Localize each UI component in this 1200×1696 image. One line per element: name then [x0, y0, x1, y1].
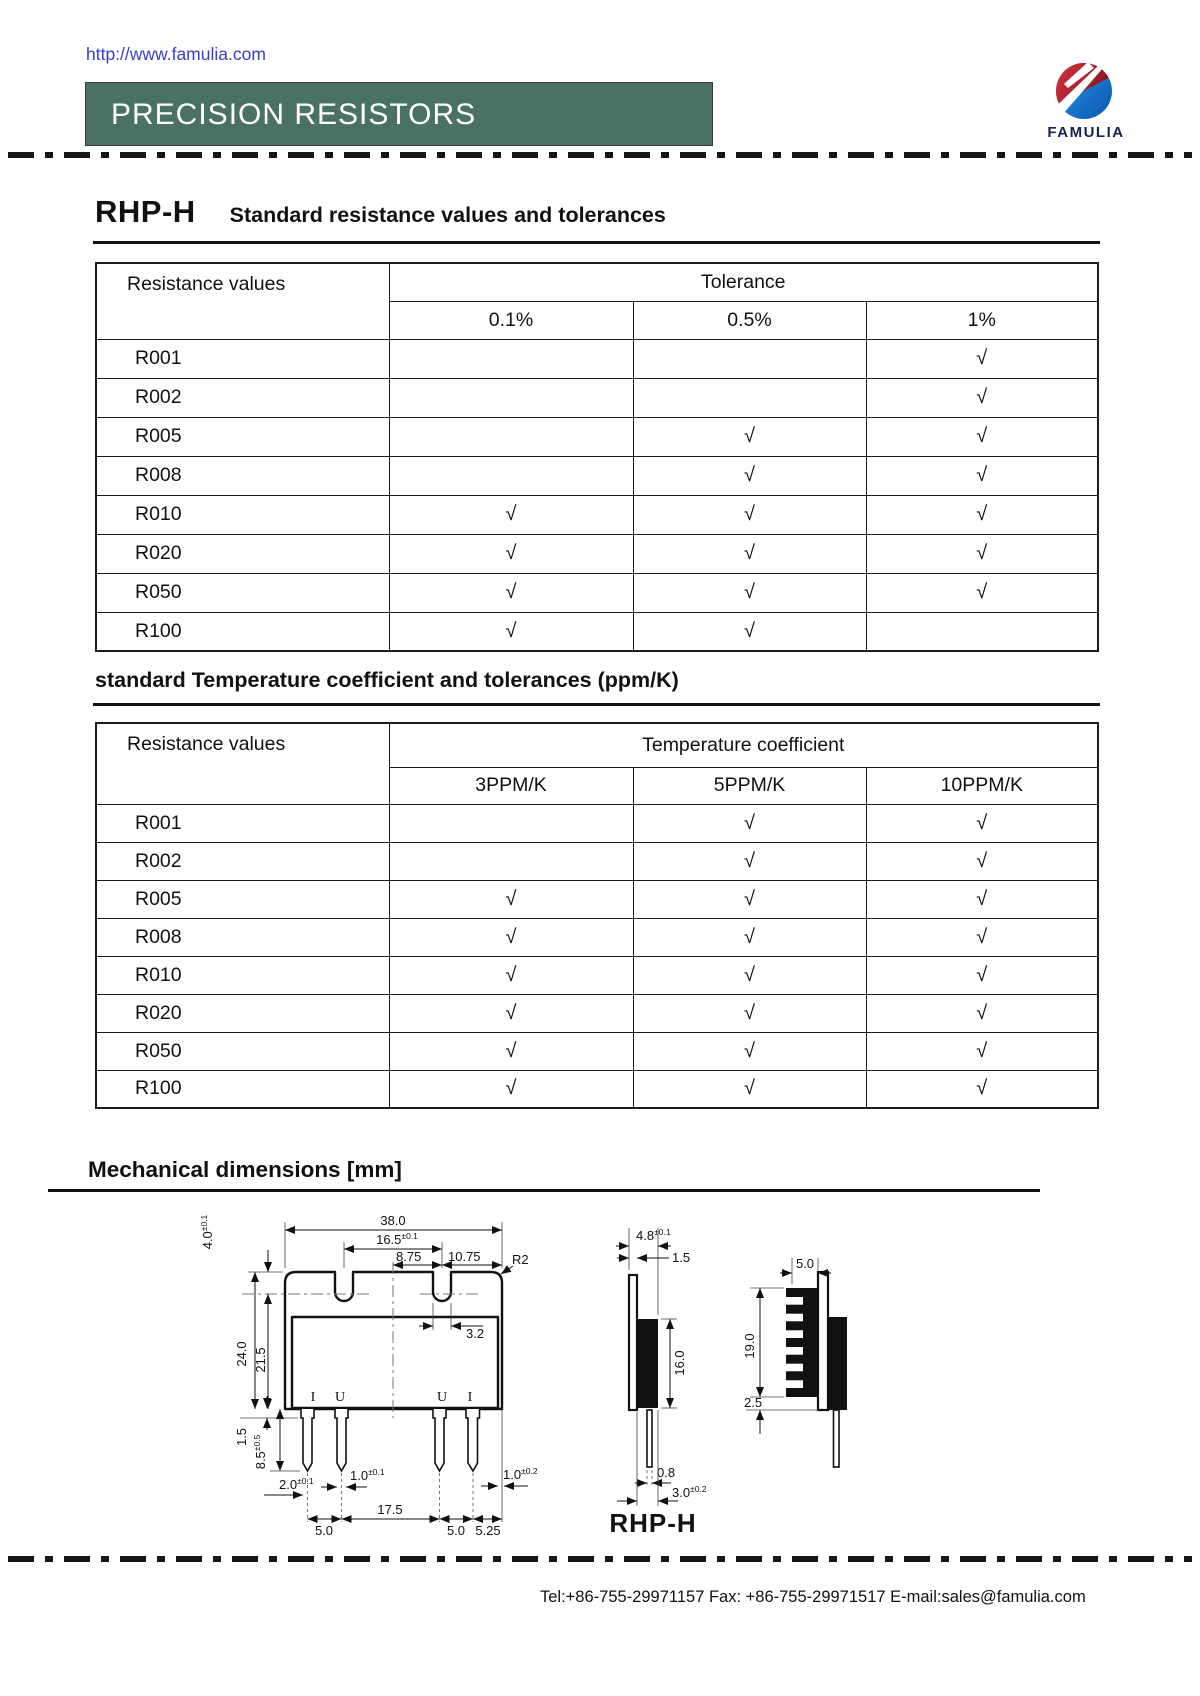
- model-name: RHP-H: [95, 194, 196, 229]
- table-row: [96, 534, 1098, 573]
- resistance-value-cell: R020: [96, 534, 389, 573]
- table-row: [96, 880, 1098, 918]
- resistance-value-cell: R005: [96, 880, 389, 918]
- table-row: [96, 994, 1098, 1032]
- dim-fin-height: 19.0: [742, 1333, 757, 1359]
- check-mark-cell: √: [633, 804, 866, 842]
- famulia-logo-icon: [1036, 58, 1136, 124]
- resistance-value-cell: R008: [96, 456, 389, 495]
- dim-width: 38.0: [380, 1213, 406, 1228]
- resistance-value-cell: R010: [96, 956, 389, 994]
- check-mark-cell: √: [389, 918, 633, 956]
- dim-base: 2.5: [744, 1395, 763, 1410]
- check-mark-cell: √: [389, 956, 633, 994]
- website-link[interactable]: http://www.famulia.com: [86, 44, 266, 64]
- front-view: [199, 1213, 538, 1538]
- table-row: [96, 804, 1098, 842]
- resistance-value-cell: R008: [96, 918, 389, 956]
- col-header-0.1pct: 0.1%: [389, 301, 633, 339]
- check-mark-cell: √: [389, 1070, 633, 1108]
- check-mark-cell: √: [866, 1070, 1098, 1108]
- resistance-value-cell: R005: [96, 417, 389, 456]
- check-mark-cell: √: [633, 918, 866, 956]
- check-mark-cell: √: [633, 956, 866, 994]
- check-mark-cell: √: [866, 417, 1098, 456]
- group-header-tolerance: Tolerance: [389, 263, 1098, 301]
- check-mark-cell: √: [866, 573, 1098, 612]
- side-view: [609, 1227, 707, 1538]
- check-mark-cell: √: [633, 1070, 866, 1108]
- section2-rule: [93, 703, 1100, 706]
- check-mark-cell: √: [633, 880, 866, 918]
- table-row: [96, 495, 1098, 534]
- empty-cell: [389, 456, 633, 495]
- divider-dash-top: [8, 152, 1192, 158]
- pin-label: I: [310, 1390, 316, 1405]
- pin-label: I: [467, 1390, 473, 1405]
- table-row: [96, 573, 1098, 612]
- check-mark-cell: √: [389, 534, 633, 573]
- check-mark-cell: √: [866, 495, 1098, 534]
- dim-pitch-right: 5.0: [446, 1523, 466, 1538]
- empty-cell: [633, 339, 866, 378]
- col-header-resistance-values: Resistance values: [96, 723, 389, 804]
- divider-dash-bottom: [8, 1556, 1192, 1562]
- page-banner: PRECISION RESISTORS: [85, 82, 713, 146]
- dim-inner-height: 21.5: [253, 1347, 268, 1373]
- check-mark-cell: √: [633, 417, 866, 456]
- check-mark-cell: √: [633, 573, 866, 612]
- dim-shoulder: 1.5: [234, 1427, 249, 1447]
- section1-title: [95, 194, 666, 230]
- group-header-temperature-coefficient: Temperature coefficient: [389, 723, 1098, 767]
- drawing-caption: RHP-H: [609, 1508, 697, 1538]
- pin-label: U: [334, 1390, 346, 1405]
- col-header-10ppm: 10PPM/K: [866, 767, 1098, 804]
- empty-cell: [389, 804, 633, 842]
- table-header-row: [96, 263, 1098, 301]
- resistance-value-cell: R050: [96, 1032, 389, 1070]
- check-mark-cell: √: [866, 378, 1098, 417]
- table-row: [96, 1070, 1098, 1108]
- empty-cell: [866, 612, 1098, 651]
- dim-center-right: 8.75: [396, 1249, 422, 1264]
- dim-lead-width-2: $1.0^{\pm 0.2}$: [503, 1466, 538, 1482]
- check-mark-cell: √: [633, 994, 866, 1032]
- dim-edge-gap: 5.25: [475, 1523, 501, 1538]
- dim-offset: $2.0^{\pm 0.1}$: [279, 1476, 314, 1492]
- check-mark-cell: √: [866, 1032, 1098, 1070]
- col-header-3ppm: 3PPM/K: [389, 767, 633, 804]
- check-mark-cell: √: [866, 804, 1098, 842]
- dim-height: 24.0: [234, 1341, 249, 1367]
- resistance-value-cell: R001: [96, 804, 389, 842]
- empty-cell: [633, 378, 866, 417]
- check-mark-cell: √: [389, 994, 633, 1032]
- check-mark-cell: √: [866, 456, 1098, 495]
- tolerance-table: [95, 262, 1099, 652]
- table-row: [96, 1032, 1098, 1070]
- col-header-0.5pct: 0.5%: [633, 301, 866, 339]
- dim-lead-length: $8.5^{\pm 0.5}$: [252, 1434, 268, 1470]
- resistance-value-cell: R100: [96, 612, 389, 651]
- check-mark-cell: √: [633, 534, 866, 573]
- check-mark-cell: √: [866, 880, 1098, 918]
- dim-body-height: 16.0: [672, 1350, 687, 1376]
- table-row: [96, 339, 1098, 378]
- check-mark-cell: √: [633, 495, 866, 534]
- check-mark-cell: √: [633, 456, 866, 495]
- rear-view: [742, 1256, 847, 1467]
- col-header-1pct: 1%: [866, 301, 1098, 339]
- table-row: [96, 378, 1098, 417]
- check-mark-cell: √: [866, 842, 1098, 880]
- footer-contact: Tel:+86-755-29971157 Fax: +86-755-29971517 E-mail:sales@famulia.com: [540, 1588, 1086, 1606]
- resistance-value-cell: R020: [96, 994, 389, 1032]
- resistance-value-cell: R010: [96, 495, 389, 534]
- col-header-resistance-values: Resistance values: [96, 263, 389, 339]
- check-mark-cell: √: [633, 1032, 866, 1070]
- check-mark-cell: √: [389, 495, 633, 534]
- table-row: [96, 456, 1098, 495]
- check-mark-cell: √: [389, 573, 633, 612]
- empty-cell: [389, 842, 633, 880]
- dim-corner-radius: R2: [512, 1252, 529, 1267]
- check-mark-cell: √: [866, 918, 1098, 956]
- check-mark-cell: √: [866, 339, 1098, 378]
- empty-cell: [389, 378, 633, 417]
- dim-depth: $4.8^{\pm 0.1}$: [636, 1227, 671, 1243]
- section1-rule: [93, 241, 1100, 244]
- check-mark-cell: √: [633, 842, 866, 880]
- table-header-row: [96, 723, 1098, 767]
- dim-top-height: $4.0^{\pm 0.1}$: [199, 1214, 215, 1250]
- dim-body-thickness: $3.0^{\pm 0.2}$: [672, 1484, 707, 1500]
- check-mark-cell: √: [866, 956, 1098, 994]
- table-row: [96, 842, 1098, 880]
- empty-cell: [389, 339, 633, 378]
- dim-fin-depth: 5.0: [795, 1256, 815, 1271]
- dim-slot-width: 3.2: [466, 1326, 485, 1341]
- check-mark-cell: √: [866, 994, 1098, 1032]
- resistance-value-cell: R100: [96, 1070, 389, 1108]
- dim-pitch-left: 5.0: [314, 1523, 334, 1538]
- table-row: [96, 612, 1098, 651]
- resistance-value-cell: R001: [96, 339, 389, 378]
- dim-notch-span: $16.5^{\pm 0.1}$: [376, 1231, 418, 1247]
- empty-cell: [389, 417, 633, 456]
- brand-name: FAMULIA: [1047, 124, 1125, 141]
- mechanical-drawing: [180, 1120, 960, 1550]
- col-header-5ppm: 5PPM/K: [633, 767, 866, 804]
- dim-lead-width: $1.0^{\pm 0.1}$: [350, 1467, 385, 1483]
- table-row: [96, 956, 1098, 994]
- resistance-value-cell: R002: [96, 378, 389, 417]
- dim-tab-thickness: 1.5: [672, 1250, 691, 1265]
- table-row: [96, 918, 1098, 956]
- section1-subtitle: Standard resistance values and tolerances: [229, 203, 666, 227]
- temperature-coefficient-table: [95, 722, 1099, 1109]
- check-mark-cell: √: [389, 880, 633, 918]
- check-mark-cell: √: [389, 1032, 633, 1070]
- section2-title: standard Temperature coefficient and tolerances (ppm/K): [95, 668, 679, 692]
- check-mark-cell: √: [866, 534, 1098, 573]
- resistance-value-cell: R050: [96, 573, 389, 612]
- section3-title: Mechanical dimensions [mm]: [88, 1157, 402, 1182]
- dim-span: 17.5: [377, 1502, 403, 1517]
- dim-lead-thickness: 0.8: [657, 1465, 676, 1480]
- table-row: [96, 417, 1098, 456]
- resistance-value-cell: R002: [96, 842, 389, 880]
- pin-label: U: [436, 1390, 448, 1405]
- dim-right-edge: 10.75: [448, 1249, 481, 1264]
- check-mark-cell: √: [389, 612, 633, 651]
- check-mark-cell: √: [633, 612, 866, 651]
